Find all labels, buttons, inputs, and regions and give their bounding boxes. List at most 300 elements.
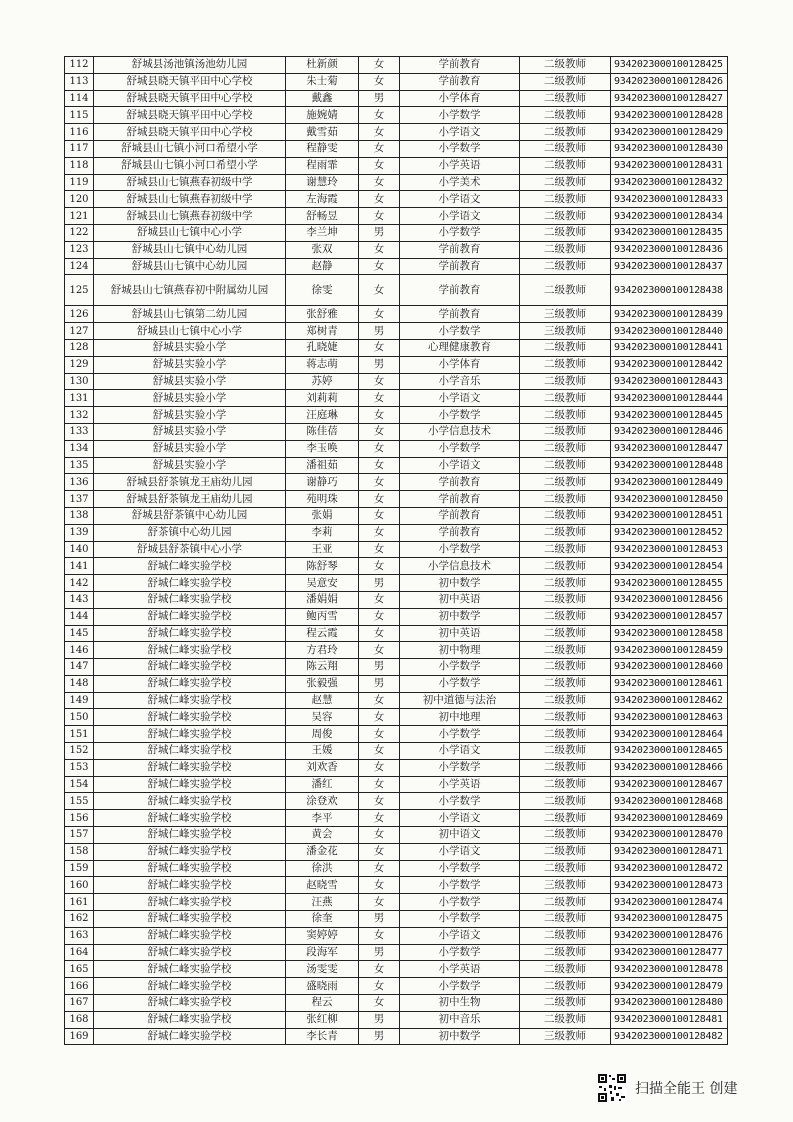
certificate-level: 二级教师 [520, 541, 611, 558]
certificate-level: 二级教师 [520, 208, 611, 225]
gender: 女 [359, 174, 400, 191]
certificate-number: 9342023000100128480 [611, 995, 728, 1012]
table-row [65, 675, 728, 692]
table-row [65, 323, 728, 340]
certificate-level: 二级教师 [520, 692, 611, 709]
certificate-number: 9342023000100128460 [611, 659, 728, 676]
teacher-name: 王亚 [286, 541, 359, 558]
certificate-number: 9342023000100128463 [611, 709, 728, 726]
certificate-level: 二级教师 [520, 191, 611, 208]
certificate-number: 9342023000100128478 [611, 961, 728, 978]
gender: 女 [359, 759, 400, 776]
gender: 女 [359, 208, 400, 225]
school-name: 舒城县山七镇燕春初级中学 [94, 174, 286, 191]
row-number: 162 [65, 911, 94, 928]
certificate-number: 9342023000100128440 [611, 323, 728, 340]
certificate-number: 9342023000100128477 [611, 944, 728, 961]
gender: 女 [359, 927, 400, 944]
subject: 小学数学 [400, 877, 520, 894]
table-row [65, 692, 728, 709]
row-number: 157 [65, 827, 94, 844]
certificate-level: 二级教师 [520, 860, 611, 877]
teacher-name: 汪燕 [286, 894, 359, 911]
table-row [65, 390, 728, 407]
teacher-name: 陈舒琴 [286, 558, 359, 575]
school-name: 舒城仁峰实验学校 [94, 625, 286, 642]
school-name: 舒城仁峰实验学校 [94, 591, 286, 608]
school-name: 舒城仁峰实验学校 [94, 877, 286, 894]
school-name: 舒城县实验小学 [94, 407, 286, 424]
row-number: 151 [65, 726, 94, 743]
certificate-level: 二级教师 [520, 894, 611, 911]
school-name: 舒城仁峰实验学校 [94, 759, 286, 776]
certificate-number: 9342023000100128434 [611, 208, 728, 225]
certificate-number: 9342023000100128468 [611, 793, 728, 810]
teacher-name: 赵慧 [286, 692, 359, 709]
subject: 小学数学 [400, 541, 520, 558]
subject: 初中英语 [400, 591, 520, 608]
gender: 女 [359, 709, 400, 726]
subject: 小学语文 [400, 843, 520, 860]
certificate-level: 二级教师 [520, 124, 611, 141]
subject: 学前教育 [400, 491, 520, 508]
school-name: 舒城县舒茶镇中心幼儿园 [94, 507, 286, 524]
row-number: 137 [65, 491, 94, 508]
table-row [65, 90, 728, 107]
certificate-level: 二级教师 [520, 759, 611, 776]
subject: 初中数学 [400, 608, 520, 625]
gender: 女 [359, 241, 400, 258]
teacher-name: 段海军 [286, 944, 359, 961]
subject: 学前教育 [400, 524, 520, 541]
teacher-name: 蒋志萌 [286, 356, 359, 373]
school-name: 舒城仁峰实验学校 [94, 726, 286, 743]
row-number: 129 [65, 356, 94, 373]
school-name: 舒城仁峰实验学校 [94, 558, 286, 575]
gender: 女 [359, 978, 400, 995]
subject: 小学数学 [400, 224, 520, 241]
table-row [65, 709, 728, 726]
gender: 女 [359, 474, 400, 491]
teacher-name: 潘祖茹 [286, 457, 359, 474]
subject: 初中物理 [400, 642, 520, 659]
table-row [65, 911, 728, 928]
row-number: 154 [65, 776, 94, 793]
row-number: 149 [65, 692, 94, 709]
subject: 初中数学 [400, 575, 520, 592]
teacher-name: 程云 [286, 995, 359, 1012]
school-name: 舒城仁峰实验学校 [94, 608, 286, 625]
table-row [65, 107, 728, 124]
certificate-number: 9342023000100128479 [611, 978, 728, 995]
certificate-level: 二级教师 [520, 911, 611, 928]
teacher-name: 黄会 [286, 827, 359, 844]
table-row [65, 927, 728, 944]
certificate-level: 二级教师 [520, 224, 611, 241]
teacher-name: 吴容 [286, 709, 359, 726]
school-name: 舒城仁峰实验学校 [94, 827, 286, 844]
gender: 女 [359, 457, 400, 474]
certificate-level: 二级教师 [520, 743, 611, 760]
subject: 小学数学 [400, 659, 520, 676]
certificate-number: 9342023000100128450 [611, 491, 728, 508]
certificate-level: 二级教师 [520, 90, 611, 107]
certificate-level: 三级教师 [520, 306, 611, 323]
school-name: 舒城县山七镇中心幼儿园 [94, 241, 286, 258]
subject: 初中数学 [400, 1028, 520, 1045]
gender: 女 [359, 692, 400, 709]
certificate-number: 9342023000100128451 [611, 507, 728, 524]
subject: 小学数学 [400, 407, 520, 424]
row-number: 141 [65, 558, 94, 575]
subject: 初中语文 [400, 827, 520, 844]
gender: 女 [359, 524, 400, 541]
teacher-name: 程雨霏 [286, 157, 359, 174]
teacher-name: 方君玲 [286, 642, 359, 659]
certificate-level: 二级教师 [520, 642, 611, 659]
row-number: 125 [65, 275, 94, 306]
teacher-name: 左海霞 [286, 191, 359, 208]
certificate-number: 9342023000100128473 [611, 877, 728, 894]
teacher-name: 李莉 [286, 524, 359, 541]
subject: 学前教育 [400, 258, 520, 275]
subject: 小学语文 [400, 124, 520, 141]
subject: 小学数学 [400, 675, 520, 692]
subject: 小学美术 [400, 174, 520, 191]
teacher-name: 徐雯 [286, 275, 359, 306]
teacher-name: 窦婷婷 [286, 927, 359, 944]
school-name: 舒城仁峰实验学校 [94, 860, 286, 877]
certificate-number: 9342023000100128448 [611, 457, 728, 474]
certificate-level: 二级教师 [520, 356, 611, 373]
certificate-number: 9342023000100128430 [611, 140, 728, 157]
teacher-name: 苑明珠 [286, 491, 359, 508]
certificate-level: 三级教师 [520, 323, 611, 340]
teacher-name: 涂登欢 [286, 793, 359, 810]
table-row [65, 306, 728, 323]
table-row [65, 474, 728, 491]
certificate-number: 9342023000100128469 [611, 810, 728, 827]
subject: 小学语文 [400, 927, 520, 944]
subject: 学前教育 [400, 275, 520, 306]
certificate-number: 9342023000100128459 [611, 642, 728, 659]
row-number: 167 [65, 995, 94, 1012]
certificate-level: 二级教师 [520, 961, 611, 978]
subject: 小学数学 [400, 140, 520, 157]
school-name: 舒城县实验小学 [94, 440, 286, 457]
table-row [65, 759, 728, 776]
certificate-level: 二级教师 [520, 174, 611, 191]
school-name: 舒城县晓天镇平田中心学校 [94, 107, 286, 124]
school-name: 舒城仁峰实验学校 [94, 1028, 286, 1045]
gender: 女 [359, 642, 400, 659]
table-row [65, 124, 728, 141]
table-row [65, 642, 728, 659]
row-number: 120 [65, 191, 94, 208]
certificate-level: 二级教师 [520, 275, 611, 306]
school-name: 舒城县山七镇燕春初级中学 [94, 208, 286, 225]
certificate-number: 9342023000100128455 [611, 575, 728, 592]
row-number: 161 [65, 894, 94, 911]
certificate-level: 二级教师 [520, 843, 611, 860]
gender: 男 [359, 575, 400, 592]
certificate-level: 二级教师 [520, 1011, 611, 1028]
certificate-level: 二级教师 [520, 157, 611, 174]
table-body [65, 57, 728, 1045]
certificate-number: 9342023000100128436 [611, 241, 728, 258]
teacher-name: 程静雯 [286, 140, 359, 157]
gender: 女 [359, 810, 400, 827]
certificate-number: 9342023000100128476 [611, 927, 728, 944]
table-row [65, 507, 728, 524]
table-row [65, 174, 728, 191]
table-row [65, 157, 728, 174]
certificate-number: 9342023000100128433 [611, 191, 728, 208]
school-name: 舒城仁峰实验学校 [94, 1011, 286, 1028]
certificate-number: 9342023000100128456 [611, 591, 728, 608]
gender: 女 [359, 57, 400, 74]
school-name: 舒城县晓天镇平田中心学校 [94, 90, 286, 107]
certificate-level: 二级教师 [520, 407, 611, 424]
school-name: 舒城仁峰实验学校 [94, 743, 286, 760]
teacher-name: 王媛 [286, 743, 359, 760]
teacher-name: 汤雯雯 [286, 961, 359, 978]
subject: 小学信息技术 [400, 423, 520, 440]
gender: 男 [359, 90, 400, 107]
certificate-level: 二级教师 [520, 390, 611, 407]
row-number: 116 [65, 124, 94, 141]
school-name: 舒城仁峰实验学校 [94, 944, 286, 961]
certificate-number: 9342023000100128439 [611, 306, 728, 323]
teacher-name: 戴鑫 [286, 90, 359, 107]
school-name: 舒城仁峰实验学校 [94, 793, 286, 810]
row-number: 123 [65, 241, 94, 258]
table-row [65, 793, 728, 810]
gender: 女 [359, 157, 400, 174]
certificate-number: 9342023000100128431 [611, 157, 728, 174]
table-row [65, 524, 728, 541]
certificate-number: 9342023000100128427 [611, 90, 728, 107]
gender: 女 [359, 73, 400, 90]
school-name: 舒城仁峰实验学校 [94, 927, 286, 944]
table-row [65, 625, 728, 642]
certificate-level: 二级教师 [520, 709, 611, 726]
subject: 心理健康教育 [400, 339, 520, 356]
school-name: 舒城仁峰实验学校 [94, 995, 286, 1012]
scanner-label: 扫描全能王 创建 [635, 1081, 738, 1097]
school-name: 舒城仁峰实验学校 [94, 675, 286, 692]
row-number: 165 [65, 961, 94, 978]
certificate-number: 9342023000100128432 [611, 174, 728, 191]
subject: 学前教育 [400, 507, 520, 524]
row-number: 119 [65, 174, 94, 191]
certificate-level: 二级教师 [520, 57, 611, 74]
teacher-name: 潘红 [286, 776, 359, 793]
gender: 女 [359, 843, 400, 860]
subject: 小学体育 [400, 356, 520, 373]
gender: 男 [359, 1028, 400, 1045]
certificate-number: 9342023000100128471 [611, 843, 728, 860]
certificate-level: 二级教师 [520, 659, 611, 676]
row-number: 153 [65, 759, 94, 776]
teacher-name: 汪庭琳 [286, 407, 359, 424]
subject: 小学数学 [400, 793, 520, 810]
certificate-number: 9342023000100128425 [611, 57, 728, 74]
certificate-level: 二级教师 [520, 995, 611, 1012]
gender: 女 [359, 995, 400, 1012]
certificate-level: 二级教师 [520, 507, 611, 524]
teacher-name: 谢静巧 [286, 474, 359, 491]
subject: 小学数学 [400, 944, 520, 961]
gender: 女 [359, 877, 400, 894]
table-row [65, 440, 728, 457]
table-row [65, 961, 728, 978]
school-name: 舒城仁峰实验学校 [94, 575, 286, 592]
gender: 女 [359, 373, 400, 390]
school-name: 舒茶镇中心幼儿园 [94, 524, 286, 541]
school-name: 舒城县实验小学 [94, 423, 286, 440]
school-name: 舒城县山七镇第二幼儿园 [94, 306, 286, 323]
school-name: 舒城县山七镇中心小学 [94, 224, 286, 241]
certificate-number: 9342023000100128465 [611, 743, 728, 760]
subject: 初中音乐 [400, 1011, 520, 1028]
certificate-number: 9342023000100128449 [611, 474, 728, 491]
teacher-qualification-table [64, 56, 728, 1045]
row-number: 169 [65, 1028, 94, 1045]
teacher-name: 徐奎 [286, 911, 359, 928]
certificate-number: 9342023000100128474 [611, 894, 728, 911]
row-number: 122 [65, 224, 94, 241]
certificate-number: 9342023000100128442 [611, 356, 728, 373]
certificate-level: 二级教师 [520, 107, 611, 124]
gender: 女 [359, 558, 400, 575]
row-number: 146 [65, 642, 94, 659]
qr-code-icon [597, 1073, 627, 1103]
teacher-name: 张双 [286, 241, 359, 258]
gender: 女 [359, 258, 400, 275]
subject: 初中地理 [400, 709, 520, 726]
teacher-name: 李长青 [286, 1028, 359, 1045]
gender: 女 [359, 608, 400, 625]
gender: 女 [359, 191, 400, 208]
certificate-number: 9342023000100128445 [611, 407, 728, 424]
table-row [65, 339, 728, 356]
school-name: 舒城县实验小学 [94, 373, 286, 390]
subject: 学前教育 [400, 73, 520, 90]
subject: 学前教育 [400, 241, 520, 258]
row-number: 164 [65, 944, 94, 961]
subject: 初中生物 [400, 995, 520, 1012]
teacher-name: 朱士菊 [286, 73, 359, 90]
certificate-level: 二级教师 [520, 423, 611, 440]
subject: 小学英语 [400, 961, 520, 978]
gender: 男 [359, 323, 400, 340]
row-number: 126 [65, 306, 94, 323]
subject: 小学音乐 [400, 373, 520, 390]
school-name: 舒城县实验小学 [94, 457, 286, 474]
table-row [65, 191, 728, 208]
school-name: 舒城县山七镇燕春初中附属幼儿园 [94, 275, 286, 306]
teacher-name: 郑树青 [286, 323, 359, 340]
row-number: 135 [65, 457, 94, 474]
row-number: 158 [65, 843, 94, 860]
certificate-level: 二级教师 [520, 575, 611, 592]
subject: 小学数学 [400, 726, 520, 743]
certificate-level: 二级教师 [520, 675, 611, 692]
row-number: 131 [65, 390, 94, 407]
row-number: 140 [65, 541, 94, 558]
table-row [65, 1028, 728, 1045]
certificate-level: 二级教师 [520, 726, 611, 743]
gender: 女 [359, 625, 400, 642]
certificate-level: 二级教师 [520, 140, 611, 157]
teacher-name: 鲍丙雪 [286, 608, 359, 625]
gender: 女 [359, 140, 400, 157]
school-name: 舒城仁峰实验学校 [94, 709, 286, 726]
certificate-number: 9342023000100128481 [611, 1011, 728, 1028]
certificate-number: 9342023000100128470 [611, 827, 728, 844]
gender: 女 [359, 961, 400, 978]
certificate-number: 9342023000100128435 [611, 224, 728, 241]
row-number: 152 [65, 743, 94, 760]
certificate-level: 二级教师 [520, 457, 611, 474]
row-number: 134 [65, 440, 94, 457]
row-number: 130 [65, 373, 94, 390]
row-number: 133 [65, 423, 94, 440]
teacher-name: 盛晓雨 [286, 978, 359, 995]
school-name: 舒城县山七镇小河口希望小学 [94, 140, 286, 157]
teacher-name: 赵静 [286, 258, 359, 275]
school-name: 舒城县晓天镇平田中心学校 [94, 73, 286, 90]
certificate-number: 9342023000100128429 [611, 124, 728, 141]
row-number: 155 [65, 793, 94, 810]
subject: 小学英语 [400, 157, 520, 174]
certificate-level: 二级教师 [520, 927, 611, 944]
teacher-name: 张红柳 [286, 1011, 359, 1028]
subject: 小学数学 [400, 894, 520, 911]
table-row [65, 356, 728, 373]
table-row [65, 208, 728, 225]
school-name: 舒城仁峰实验学校 [94, 911, 286, 928]
table-row [65, 73, 728, 90]
gender: 女 [359, 743, 400, 760]
subject: 学前教育 [400, 474, 520, 491]
row-number: 150 [65, 709, 94, 726]
school-name: 舒城县山七镇燕春初级中学 [94, 191, 286, 208]
certificate-number: 9342023000100128452 [611, 524, 728, 541]
school-name: 舒城仁峰实验学校 [94, 978, 286, 995]
subject: 小学数学 [400, 323, 520, 340]
table-row [65, 457, 728, 474]
certificate-level: 二级教师 [520, 339, 611, 356]
gender: 男 [359, 1011, 400, 1028]
subject: 小学语文 [400, 208, 520, 225]
school-name: 舒城县山七镇中心小学 [94, 323, 286, 340]
teacher-name: 刘莉莉 [286, 390, 359, 407]
gender: 女 [359, 124, 400, 141]
gender: 女 [359, 339, 400, 356]
table-row [65, 1011, 728, 1028]
teacher-name: 程云霞 [286, 625, 359, 642]
gender: 女 [359, 107, 400, 124]
teacher-name: 潘娟娟 [286, 591, 359, 608]
teacher-name: 戴雪茹 [286, 124, 359, 141]
certificate-level: 二级教师 [520, 558, 611, 575]
certificate-number: 9342023000100128441 [611, 339, 728, 356]
gender: 女 [359, 423, 400, 440]
gender: 女 [359, 507, 400, 524]
table-row [65, 275, 728, 306]
